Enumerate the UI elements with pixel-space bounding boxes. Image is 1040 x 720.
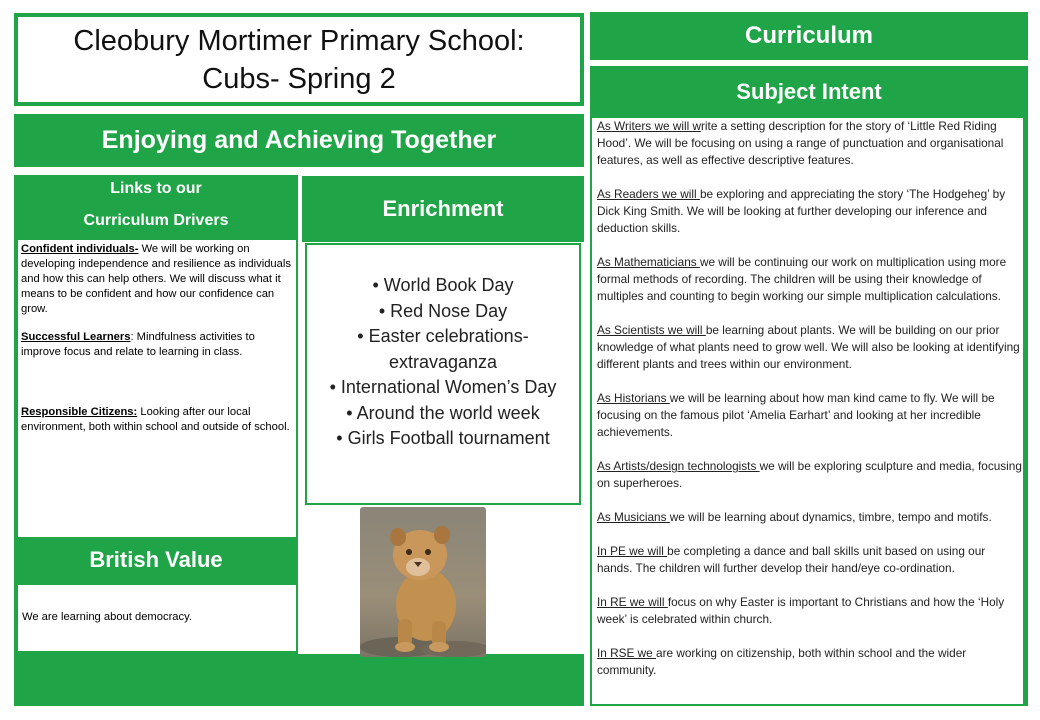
list-item: • World Book Day [315, 273, 571, 299]
school-title-box [14, 13, 584, 106]
subject-text: we will be exploring sculpture and media, focusing on superheroes. [597, 459, 1022, 490]
list-item: • International Women’s Day [315, 375, 571, 401]
subject-intent-heading: Subject Intent [590, 66, 1028, 118]
subject-text: focus on why Easter is important to Christians and how the ‘Holy week’ is celebrated within church. [597, 595, 1005, 626]
british-value-text: We are learning about democracy. [18, 585, 296, 651]
subject-lead: As Mathematicians [597, 255, 700, 269]
intent-paragraph [597, 509, 1023, 526]
driver-responsible [21, 405, 293, 435]
lion-cub-image [360, 507, 486, 657]
footer-bar [14, 654, 584, 706]
driver-text: : Mindfulness activities to improve focus and relate to learning in class. [21, 331, 255, 358]
subject-intent-text [595, 118, 1023, 704]
driver-label: Responsible Citizens: [21, 406, 138, 418]
subject-lead: As Musicians [597, 510, 670, 524]
subject-text: be exploring and appreciating the story ‘The Hodgeheg’ by Dick King Smith. We will be looking at further developing our inference and deduction skills. [597, 187, 1006, 235]
driver-label: Successful Learners [21, 331, 131, 343]
subject-lead: As Artists/design technologists [597, 459, 760, 473]
lion-cub-photo [360, 507, 486, 657]
subject-lead: In RSE we [597, 646, 657, 660]
subject-lead: As Readers we will [597, 187, 700, 201]
subject-text: we will be learning about dynamics, timbre, tempo and motifs. [669, 510, 992, 524]
intent-paragraph [597, 118, 1023, 169]
subject-text: are working on citizenship, both within school and the wider community. [597, 646, 967, 677]
school-title: Cleobury Mortimer Primary School: [73, 24, 525, 57]
driver-confident [21, 242, 293, 317]
driver-successful [21, 330, 293, 360]
subject-lead: As Historians [597, 391, 670, 405]
intent-paragraph [597, 645, 1023, 679]
subject-text: we will be continuing our work on multiplication using more formal methods of recording. The children will be using their knowledge of multiples and counting to begin working our simple multiplication calculations. [597, 255, 1007, 303]
subject-lead: As Scientists we will [597, 323, 706, 337]
intent-paragraph [597, 390, 1023, 441]
subject-text: be learning about plants. We will be building on our prior knowledge of what plants need to grow well. We will also be looking at identifying different plants and trees within our environment. [597, 323, 1020, 371]
subject-lead: In PE we will [597, 544, 668, 558]
british-value-heading: British Value [14, 538, 298, 582]
driver-text: Looking after our local environment, both within school and outside of school. [21, 406, 290, 433]
intent-paragraph [597, 186, 1023, 237]
list-item: • Red Nose Day [315, 299, 571, 325]
subject-lead: As Writers we will w [597, 119, 701, 133]
subject-text: be completing a dance and ball skills unit based on using our hands. The children will further develop their hand/eye co-ordination. [597, 544, 986, 575]
intent-paragraph [597, 458, 1023, 492]
subject-text: rite a setting description for the story of ‘Little Red Riding Hood’. We will be focusing on using a range of punctuation and organisational features, as well as effective descriptive features. [597, 119, 1004, 167]
driver-label: Confident individuals- [21, 243, 139, 255]
drivers-body [18, 240, 296, 537]
list-item: • Easter celebrations- extravaganza [315, 324, 571, 375]
intent-paragraph [597, 254, 1023, 305]
intent-paragraph [597, 322, 1023, 373]
subject-text: we will be learning about how man kind came to fly. We will be focusing on the famous pilot ‘Amelia Earhart’ and looking at her incredible achievements. [597, 391, 995, 439]
driver-text: We will be working on developing independence and resilience as individuals and how this can help others. We will discuss what it means to be confident and how our confidence can grow. [21, 243, 291, 315]
list-item: • Girls Football tournament [315, 426, 571, 452]
drivers-heading [14, 175, 298, 239]
enrichment-heading: Enrichment [302, 176, 584, 242]
subject-lead: In RE we will [597, 595, 668, 609]
motto-banner: Enjoying and Achieving Together [14, 114, 584, 167]
intent-paragraph [597, 594, 1023, 628]
drivers-heading-line2: Curriculum Drivers [83, 212, 229, 229]
list-item: • Around the world week [315, 401, 571, 427]
intent-paragraph [597, 543, 1023, 577]
class-term-title: Cubs- Spring 2 [202, 62, 396, 95]
curriculum-heading: Curriculum [590, 12, 1028, 60]
subject-intent-panel [590, 118, 1028, 706]
drivers-heading-line1: Links to our [110, 180, 202, 197]
enrichment-list-box [305, 243, 581, 505]
enrichment-list [307, 245, 579, 452]
